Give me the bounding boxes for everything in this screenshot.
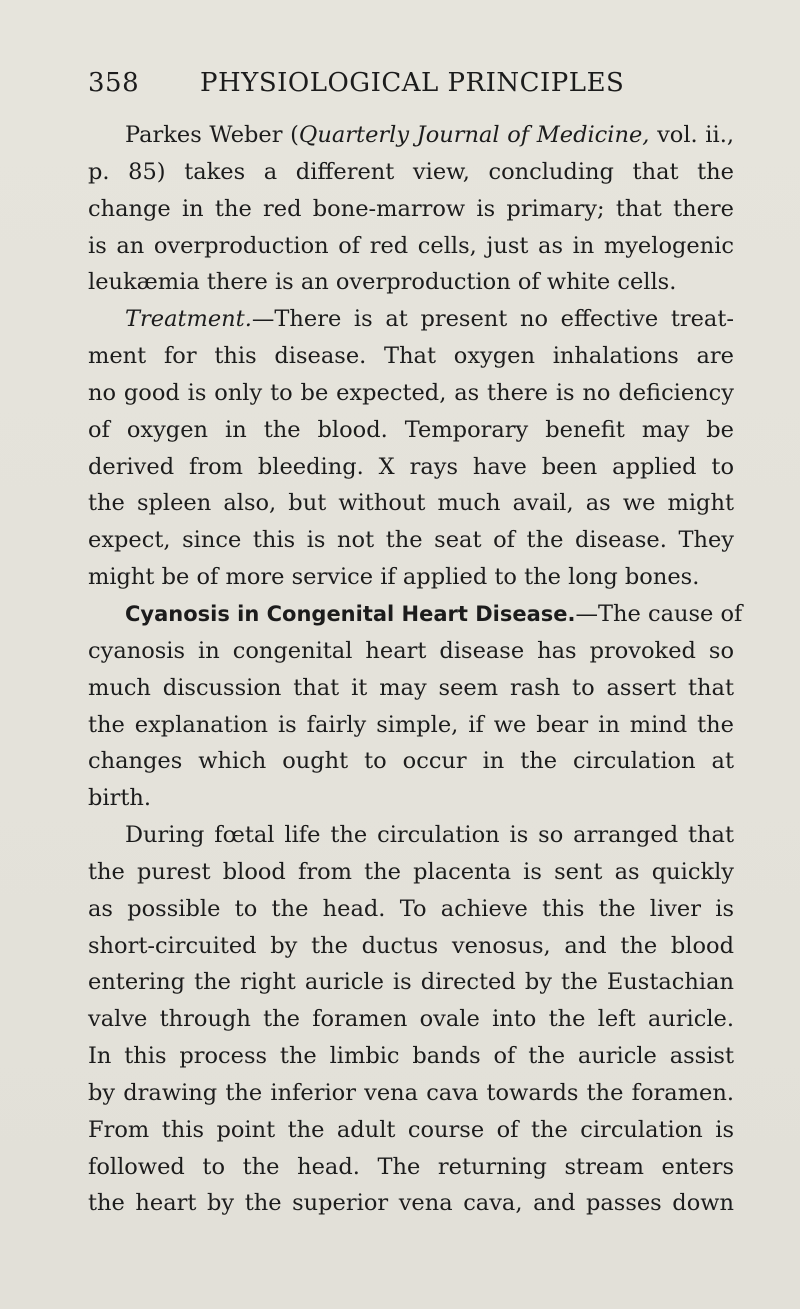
text-line: cyanosis in congenital heart disease has provoked so [88,637,734,664]
text-line: the purest blood from the placenta is sent as quickly [88,858,734,885]
text-span: —The cause of [575,600,743,627]
text-span: —There is at present no effective treat- [251,306,734,333]
text-line: valve through the foramen ovale into the left auricle. [88,1006,734,1033]
section-heading: Cyanosis in Congenital Heart Disease. [125,601,576,626]
text-line: the spleen also, but without much avail, as we might [88,490,734,517]
text-line: birth. [88,785,152,812]
text-line: much discussion that it may seem rash to assert that [88,674,734,701]
text-line: derived from bleeding. X rays have been applied to [88,453,734,480]
text-line: of oxygen in the blood. Temporary benefit may be [88,416,734,443]
text-span: vol. ii., [649,122,734,148]
text-line: p. 85) takes a different view, concluding that the [88,158,734,185]
text-line: entering the right auricle is directed by the Eustachian [88,969,734,996]
text-line: In this process the limbic bands of the auricle assist [88,1043,734,1070]
page-number: 358 [88,68,140,98]
text-line: During fœtal life the circulation is so arranged that [125,822,734,849]
text-line: might be of more service if applied to the long bones. [88,564,700,591]
text-line: followed to the head. The returning stream enters [88,1153,734,1180]
text-line [88,117,734,154]
page-header [88,68,728,108]
text-line: the explanation is fairly simple, if we bear in mind the [88,711,734,738]
treatment-heading: Treatment. [125,306,252,333]
text-line: change in the red bone-marrow is primary; that there [88,195,734,222]
text-line [88,596,743,633]
text-line [88,301,734,338]
body-text [88,117,743,1222]
text-line: by drawing the inferior vena cava towards the foramen. [88,1079,734,1106]
text-line: leukæmia there is an overproduction of white cells. [88,269,677,296]
text-span: Parkes Weber ( [125,122,299,148]
text-line: no good is only to be expected, as there is no deficiency [88,379,734,406]
text-line: the heart by the superior vena cava, and passes down [88,1190,734,1217]
text-line: From this point the adult course of the circulation is [88,1116,734,1143]
text-line: expect, since this is not the seat of the disease. They [88,527,734,554]
text-line: as possible to the head. To achieve this the liver is [88,895,734,922]
journal-title: Quarterly Journal of Medicine, [298,122,650,148]
text-line: changes which ought to occur in the circulation at [88,748,734,775]
text-line: short-circuited by the ductus venosus, and the blood [88,932,734,959]
text-line: is an overproduction of red cells, just as in myelogenic [88,232,734,259]
running-title: PHYSIOLOGICAL PRINCIPLES [200,68,625,98]
text-line: ment for this disease. That oxygen inhalations are [88,343,734,370]
